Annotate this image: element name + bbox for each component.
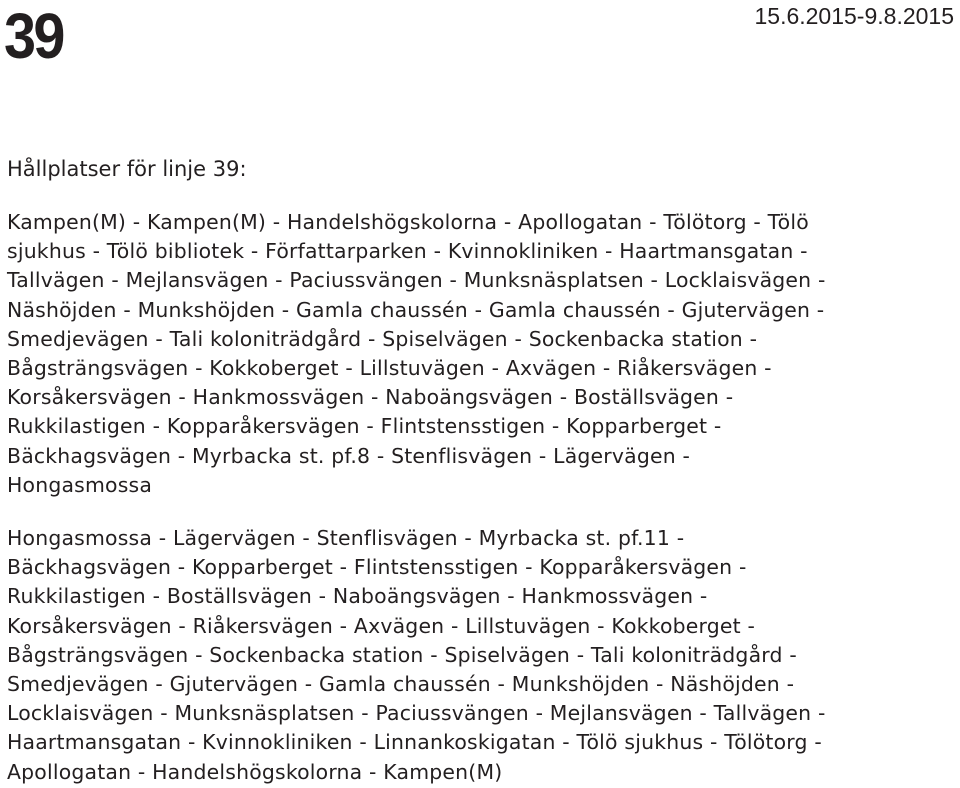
stops-line: sjukhus - Tölö bibliotek - Författarparken - Kvinnokliniken - Haartmansgatan - — [7, 239, 808, 264]
stops-heading: Hållplatser för linje 39: — [7, 157, 247, 181]
stops-line: Bågsträngsvägen - Sockenbacka station - Spiselvägen - Tali koloniträdgård - — [7, 642, 797, 667]
stops-line: Korsåkersvägen - Riåkersvägen - Axvägen - Lillstuvägen - Kokkoberget - — [7, 613, 756, 638]
stops-line: Näshöjden - Munkshöjden - Gamla chaussén - Gamla chaussén - Gjutervägen - — [7, 297, 825, 322]
stops-line: Korsåkersvägen - Hankmossvägen - Naboängsvägen - Boställsvägen - — [7, 385, 734, 410]
stops-line: Locklaisvägen - Munksnäsplatsen - Paciussvängen - Mejlansvägen - Tallvägen - — [7, 701, 826, 726]
stops-line: Apollogatan - Handelshögskolorna - Kampen(M) — [7, 759, 503, 784]
stops-list-outbound — [7, 208, 957, 500]
stops-line: Rukkilastigen - Boställsvägen - Naboängsvägen - Hankmossvägen - — [7, 584, 708, 609]
stops-line: Kampen(M) - Kampen(M) - Handelshögskolorna - Apollogatan - Tölötorg - Tölö — [7, 210, 809, 234]
stops-line: Hongasmossa — [7, 472, 153, 497]
stops-line: Tallvägen - Mejlansvägen - Paciussvängen - Munksnäsplatsen - Locklaisvägen - — [7, 268, 826, 293]
stops-line: Smedjevägen - Tali koloniträdgård - Spiselvägen - Sockenbacka station - — [7, 326, 758, 351]
stops-line: Bågsträngsvägen - Kokkoberget - Lillstuvägen - Axvägen - Riåkersvägen - — [7, 356, 772, 381]
stops-line: Bäckhagsvägen - Kopparberget - Flintstensstigen - Kopparåkersvägen - — [7, 555, 747, 580]
stops-line: Hongasmossa - Lägervägen - Stenflisvägen - Myrbacka st. pf.11 - — [7, 526, 685, 550]
route-number: 39 — [4, 0, 63, 72]
stops-line: Bäckhagsvägen - Myrbacka st. pf.8 - Stenflisvägen - Lägervägen - — [7, 443, 691, 468]
date-range: 15.6.2015-9.8.2015 — [754, 3, 954, 29]
stops-line: Smedjevägen - Gjutervägen - Gamla chaussén - Munkshöjden - Näshöjden - — [7, 672, 795, 697]
stops-line: Rukkilastigen - Kopparåkersvägen - Flintstensstigen - Kopparberget - — [7, 414, 722, 439]
stops-line: Haartmansgatan - Kvinnokliniken - Linnankoskigatan - Tölö sjukhus - Tölötorg - — [7, 730, 822, 755]
stops-list-inbound — [7, 524, 957, 787]
